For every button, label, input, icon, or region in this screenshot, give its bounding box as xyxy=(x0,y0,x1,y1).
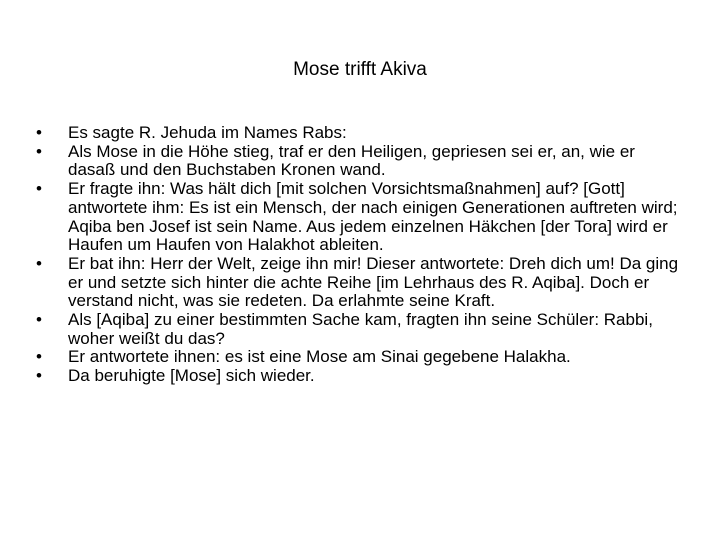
bullet-text: Es sagte R. Jehuda im Names Rabs: xyxy=(68,123,347,142)
bullet-text: Er fragte ihn: Was hält dich [mit solchen Vorsichtsmaßnahmen] auf? [Gott] antwortete ihm: Es ist ein Mensch, der nach einigen Generationen auftreten wird; Aqiba ben Josef ist sein Name. Aus jedem einzelnen Häkchen [der Tora] wird er Haufen um Haufen von Halakhot ableiten. xyxy=(68,179,678,255)
bullet-marker: • xyxy=(36,310,42,330)
bullet-item xyxy=(36,143,686,180)
bullet-marker: • xyxy=(36,347,42,367)
bullet-item xyxy=(36,367,686,386)
bullet-text: Als Mose in die Höhe stieg, traf er den Heiligen, gepriesen sei er, an, wie er dasaß und den Buchstaben Kronen wand. xyxy=(68,141,635,180)
bullet-text: Da beruhigte [Mose] sich wieder. xyxy=(68,366,315,386)
slide-title: Mose trifft Akiva xyxy=(293,59,427,80)
bullet-text: Er bat ihn: Herr der Welt, zeige ihn mir! Dieser antwortete: Dreh dich um! Da ging er und setzte sich hinter die achte Reihe [im Lehrhaus des R. Aqiba]. Doch er verstand nicht, was sie redeten. Da erlahmte seine Kraft. xyxy=(68,253,679,311)
bullet-item xyxy=(36,348,686,367)
bullet-marker: • xyxy=(36,179,42,199)
bullet-marker: • xyxy=(36,253,42,273)
bullet-item xyxy=(36,124,686,143)
bullet-text: Er antwortete ihnen: es ist eine Mose am Sinai gegebene Halakha. xyxy=(68,347,571,367)
bullet-item xyxy=(36,255,686,311)
bullet-text: Als [Aqiba] zu einer bestimmten Sache kam, fragten ihn seine Schüler: Rabbi, woher weißt du das? xyxy=(68,310,653,348)
bullet-item xyxy=(36,311,686,348)
bullet-marker: • xyxy=(36,366,42,386)
bullet-list xyxy=(36,124,686,386)
bullet-marker: • xyxy=(36,141,42,161)
bullet-marker: • xyxy=(36,123,42,142)
bullet-item xyxy=(36,180,686,255)
